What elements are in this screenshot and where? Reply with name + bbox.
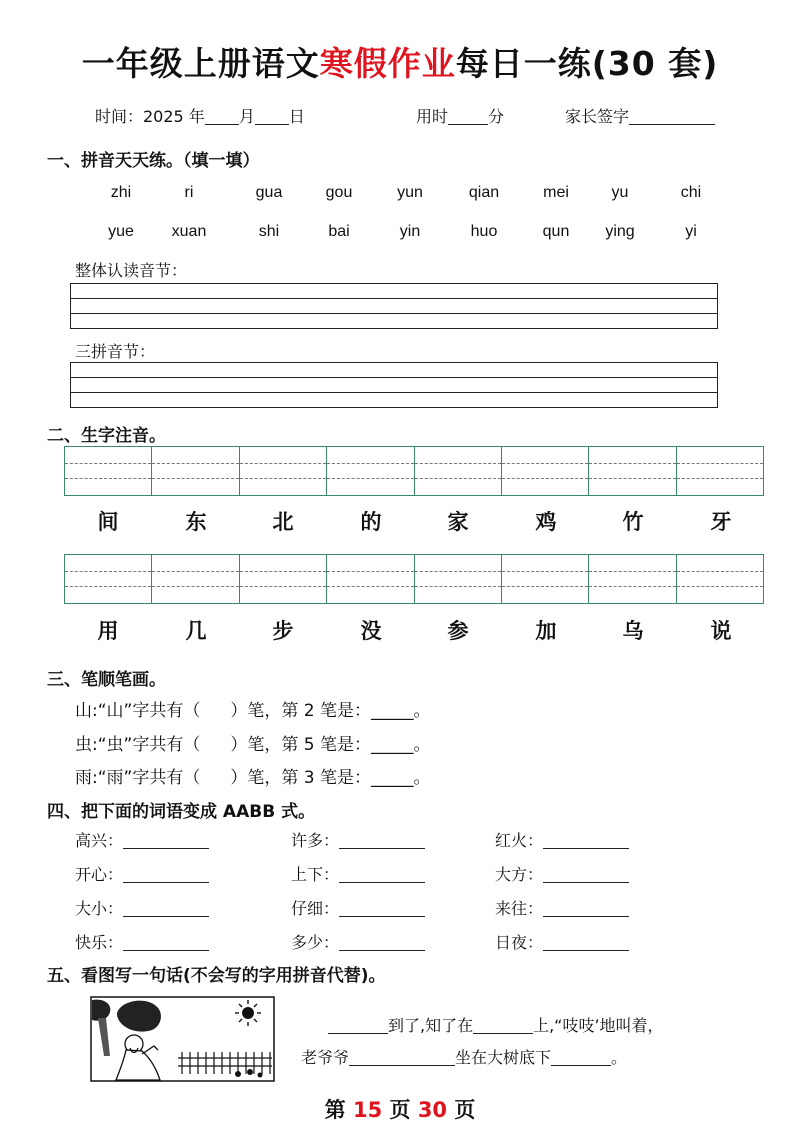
date-line — [95, 104, 305, 127]
pinyin-syllable: ying — [605, 223, 635, 240]
aabb-word: 红火： — [495, 831, 544, 850]
aabb-item — [75, 828, 209, 851]
aabb-word: 快乐： — [75, 933, 124, 952]
pinyin-syllable: yu — [611, 184, 629, 201]
stroke-answer-blank[interactable]: _____。 — [370, 768, 431, 788]
aabb-word: 日夜： — [495, 933, 544, 952]
pinyin-syllable: yin — [399, 223, 421, 240]
answer-blank-3[interactable] — [349, 1047, 455, 1066]
stroke-question-rest: ）笔，第 3 笔是： — [230, 768, 371, 788]
hanzi-character: 没 — [360, 619, 382, 643]
aabb-word: 来往： — [495, 899, 544, 918]
current-page: 15 — [352, 1098, 383, 1122]
parent-sign-line — [565, 104, 715, 127]
pinyin-box[interactable] — [327, 447, 414, 495]
pinyin-box[interactable] — [327, 555, 414, 603]
hanzi-character: 参 — [447, 619, 469, 643]
pinyin-box[interactable] — [240, 555, 327, 603]
aabb-answer-blank[interactable] — [123, 932, 209, 951]
pinyin-box[interactable] — [152, 447, 239, 495]
sentence-seg-1: 到了,知了在 — [388, 1016, 474, 1035]
hanzi-character: 竹 — [622, 510, 644, 534]
pinyin-syllable: gou — [325, 184, 353, 201]
stroke-char: 虫 — [75, 735, 92, 755]
section1-heading: 一、拼音天天练。（填一填） — [47, 151, 260, 171]
pinyin-syllable: shi — [258, 223, 280, 240]
pinyin-syllable: mei — [543, 184, 569, 201]
scene-illustration — [90, 996, 275, 1082]
aabb-answer-blank[interactable] — [123, 830, 209, 849]
pinyin-syllable: qun — [542, 223, 570, 240]
hanzi-character: 鸡 — [535, 510, 557, 534]
aabb-item — [495, 930, 629, 953]
aabb-answer-blank[interactable] — [543, 898, 629, 917]
pinyin-box[interactable] — [677, 555, 763, 603]
pinyin-box[interactable] — [240, 447, 327, 495]
stroke-question-rest: ）笔，第 2 笔是： — [230, 701, 371, 721]
minute-label: 分 — [488, 107, 505, 126]
hanzi-character: 说 — [710, 619, 732, 643]
pinyin-grid-1[interactable] — [64, 446, 764, 496]
pinyin-box[interactable] — [65, 447, 152, 495]
sentence-seg-5: 。 — [611, 1048, 628, 1067]
month-label: 月 — [238, 107, 255, 126]
pinyin-syllable: yi — [685, 223, 697, 240]
stroke-char: 雨 — [75, 768, 92, 788]
pinyin-syllable: gua — [255, 184, 283, 201]
pinyin-syllable: ri — [184, 184, 194, 201]
stroke-question: 虫:“虫”字共有（ ）笔，第 5 笔是：_____。 — [75, 735, 431, 755]
aabb-item — [75, 930, 209, 953]
minutes-blank[interactable] — [448, 106, 488, 125]
aabb-answer-blank[interactable] — [339, 932, 425, 951]
section2-heading: 二、生字注音。 — [47, 426, 166, 446]
use-time-line — [416, 104, 504, 127]
hanzi-character: 步 — [272, 619, 294, 643]
signature-blank[interactable] — [629, 106, 715, 125]
pinyin-box[interactable] — [415, 555, 502, 603]
pinyin-grid-2[interactable] — [64, 554, 764, 604]
aabb-answer-blank[interactable] — [543, 830, 629, 849]
aabb-item — [75, 896, 209, 919]
three-part-syllable-label: 三拼音节： — [75, 342, 156, 361]
day-label: 日 — [288, 107, 305, 126]
aabb-item — [291, 896, 425, 919]
title-part1: 一年级上册语文 — [81, 44, 320, 83]
pinyin-box[interactable] — [589, 447, 676, 495]
stroke-answer-blank[interactable]: _____。 — [370, 701, 431, 721]
answer-blank-1[interactable] — [328, 1015, 388, 1034]
sentence-seg-2: 上,“吱吱’地叫着， — [533, 1016, 664, 1035]
aabb-answer-blank[interactable] — [543, 864, 629, 883]
title-part2: 每日一练(30 套) — [455, 44, 719, 83]
hanzi-character: 家 — [447, 510, 469, 534]
stroke-question-text: “虫”字共有（ — [97, 735, 201, 755]
pinyin-box[interactable] — [502, 555, 589, 603]
pinyin-box[interactable] — [415, 447, 502, 495]
pinyin-syllable: bai — [328, 223, 350, 240]
aabb-word: 高兴： — [75, 831, 124, 850]
stroke-question-rest: ）笔，第 5 笔是： — [230, 735, 371, 755]
title-highlight: 寒假作业 — [319, 44, 456, 83]
stroke-char: 山 — [75, 701, 92, 721]
aabb-answer-blank[interactable] — [339, 898, 425, 917]
pinyin-box[interactable] — [502, 447, 589, 495]
hanzi-character: 的 — [360, 510, 382, 534]
footer-ye: 页 — [389, 1098, 411, 1122]
pinyin-syllable: chi — [680, 184, 702, 201]
pinyin-box[interactable] — [589, 555, 676, 603]
pinyin-syllable: zhi — [110, 184, 132, 201]
pinyin-syllable: qian — [468, 184, 500, 201]
aabb-answer-blank[interactable] — [339, 830, 425, 849]
footer-ye2: 页 — [454, 1098, 476, 1122]
hanzi-character: 用 — [97, 619, 119, 643]
stroke-question: 山:“山”字共有（ ）笔，第 2 笔是：_____。 — [75, 701, 431, 721]
answer-blank-4[interactable] — [551, 1047, 611, 1066]
hanzi-character: 北 — [272, 510, 294, 534]
hanzi-character: 加 — [535, 619, 557, 643]
stroke-question-text: “山”字共有（ — [97, 701, 201, 721]
aabb-word: 多少： — [291, 933, 340, 952]
aabb-item — [291, 930, 425, 953]
pinyin-box[interactable] — [677, 447, 763, 495]
pinyin-syllable: yun — [397, 184, 423, 201]
aabb-item — [291, 862, 425, 885]
sentence-seg-3: 老爷爷 — [301, 1048, 350, 1067]
aabb-answer-blank[interactable] — [123, 898, 209, 917]
aabb-item — [495, 896, 629, 919]
footer-di: 第 — [324, 1098, 346, 1122]
aabb-item — [495, 862, 629, 885]
aabb-word: 开心： — [75, 865, 124, 884]
section5-heading: 五、看图写一句话(不会写的字用拼音代替)。 — [47, 966, 386, 986]
whole-syllable-label: 整体认读音节： — [75, 261, 188, 280]
section3-heading: 三、笔顺笔画。 — [47, 670, 166, 690]
aabb-word: 许多： — [291, 831, 340, 850]
day-blank[interactable] — [255, 106, 289, 125]
aabb-item — [495, 828, 629, 851]
hanzi-character: 几 — [185, 619, 207, 643]
page-number — [0, 1094, 800, 1124]
hanzi-character: 东 — [185, 510, 207, 534]
writing-lines-1[interactable] — [70, 283, 718, 329]
pinyin-syllable: yue — [108, 223, 134, 240]
aabb-word: 大方： — [495, 865, 544, 884]
stroke-question-text: “雨”字共有（ — [97, 768, 201, 788]
hanzi-character: 牙 — [710, 510, 732, 534]
section4-heading: 四、把下面的词语变成 AABB 式。 — [47, 802, 316, 822]
aabb-answer-blank[interactable] — [543, 932, 629, 951]
aabb-word: 仔细： — [291, 899, 340, 918]
pinyin-box[interactable] — [152, 555, 239, 603]
parent-sign-label: 家长签字 — [565, 107, 630, 126]
sentence-seg-4: 坐在大树底下 — [455, 1048, 552, 1067]
stroke-answer-blank[interactable]: _____。 — [370, 735, 431, 755]
pinyin-box[interactable] — [65, 555, 152, 603]
time-label: 时间：2025 年 — [95, 107, 205, 126]
aabb-answer-blank[interactable] — [123, 864, 209, 883]
hanzi-character: 间 — [97, 510, 119, 534]
aabb-item — [75, 862, 209, 885]
aabb-item — [291, 828, 425, 851]
pinyin-syllable: xuan — [171, 223, 207, 240]
writing-lines-2[interactable] — [70, 362, 718, 408]
use-time-label: 用时 — [416, 107, 449, 126]
aabb-answer-blank[interactable] — [339, 864, 425, 883]
answer-blank-2[interactable] — [473, 1015, 533, 1034]
stroke-question: 雨:“雨”字共有（ ）笔，第 3 笔是：_____。 — [75, 768, 431, 788]
page-title — [0, 38, 800, 85]
aabb-word: 大小： — [75, 899, 124, 918]
total-pages: 30 — [417, 1098, 448, 1122]
sentence-line-2 — [301, 1045, 627, 1068]
hanzi-character: 乌 — [622, 619, 644, 643]
aabb-word: 上下： — [291, 865, 340, 884]
pinyin-syllable: huo — [470, 223, 498, 240]
sentence-line-1 — [328, 1013, 664, 1036]
month-blank[interactable] — [205, 106, 239, 125]
